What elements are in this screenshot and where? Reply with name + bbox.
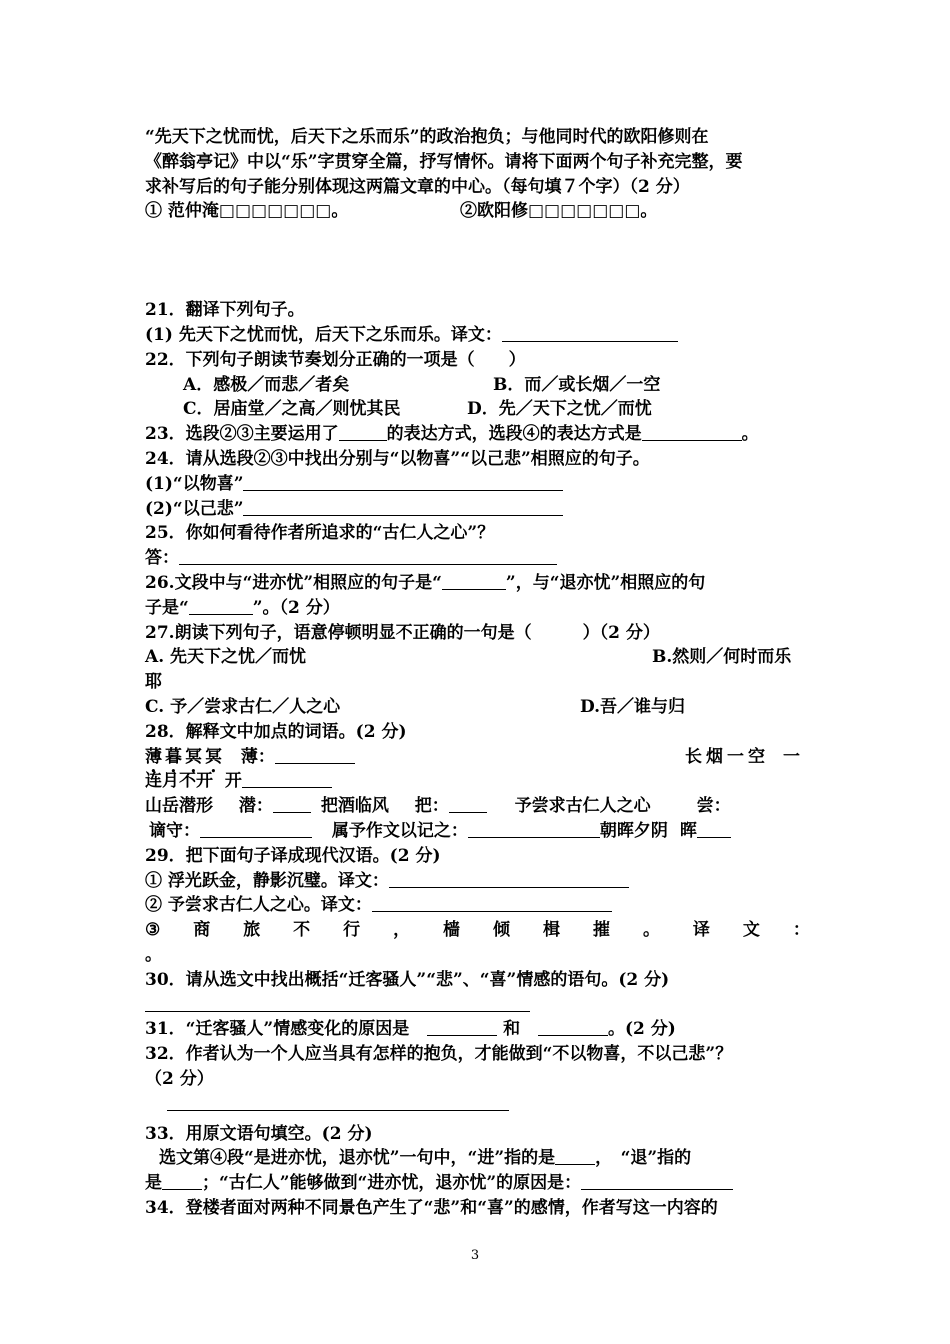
- q28-blank-9[interactable]: [697, 820, 731, 838]
- q29-sentence-2: [145, 893, 810, 918]
- q29-sentence-1-text: ① 浮光跃金，静影沉璧。译文：: [145, 870, 389, 891]
- q25-answer-blank[interactable]: [179, 547, 557, 565]
- q28-blank-4[interactable]: [273, 795, 311, 813]
- q24-item-2-text: (2)“以己悲”: [145, 498, 244, 519]
- q23-blank-2[interactable]: [642, 423, 742, 441]
- q28-item-6-key: 尝：: [696, 796, 731, 817]
- q29-s3-char: 倾: [493, 920, 511, 941]
- q23-text-c: 。: [741, 424, 759, 445]
- q23: [145, 422, 810, 447]
- q24-blank-1[interactable]: [243, 473, 563, 491]
- q23-blank-1[interactable]: [339, 423, 387, 441]
- q28-item-6: 予尝求古仁人之心: [514, 796, 651, 817]
- q25-answer: [145, 546, 810, 571]
- q28-item-4-key: 潜：: [238, 796, 273, 817]
- q28-item-7: 谪守：: [149, 820, 200, 841]
- q28-item-9: 朝晖夕阴: [599, 820, 668, 841]
- intro-line-2: 《醉翁亭记》中以“乐”字贯穿全篇，抒写情怀。请将下面两个句子补充完整，要: [145, 151, 743, 172]
- q28-item-4: 山岳潜形: [145, 796, 213, 817]
- page-content: [145, 125, 810, 1221]
- q22-title: 22．下列句子朗读节奏划分正确的一项是（ ）: [145, 349, 526, 370]
- intro-answer-2: ②欧阳修□□□□□□□。: [460, 201, 658, 222]
- q22-option-a: A．感极／而悲／者矣: [183, 374, 350, 395]
- q29-s3-char: 樯: [443, 920, 461, 941]
- q31-text-b: 和: [503, 1019, 521, 1040]
- q32-answer: [145, 1092, 810, 1122]
- q27-option-b: B.然则／何时而乐: [652, 647, 792, 668]
- q30-title: 30．请从选文中找出概括“迁客骚人”“悲”、“喜”情感的语句。(2 分): [145, 969, 670, 990]
- q21-sentence-1: [145, 323, 810, 348]
- q29-s3-char: 译: [692, 920, 710, 941]
- q27-option-a: A. 先天下之忧／而忧: [145, 647, 307, 668]
- q29-s3-char: 商: [193, 920, 211, 941]
- q27-options-cd: [145, 695, 810, 720]
- q29-blank-1[interactable]: [389, 870, 629, 888]
- q24-item-1: [145, 472, 810, 497]
- q27-option-c: C. 予／尝求古仁／人之心: [145, 696, 341, 717]
- q22-option-c: C．居庙堂／之高／则忧其民: [183, 399, 401, 420]
- q25-title: 25．你如何看待作者所追求的“古仁人之心”？: [145, 523, 495, 544]
- q28-item-9-key: 晖: [679, 820, 697, 841]
- q33-text-2a: 是: [145, 1173, 162, 1194]
- q28-item-5-key: 把：: [414, 796, 449, 817]
- q26-line-1: [145, 571, 810, 596]
- q31-text-a: 31．“迁客骚人”情感变化的原因是: [145, 1019, 410, 1040]
- q26-blank-1[interactable]: [442, 572, 506, 590]
- q27-option-b-wrap: 耶: [145, 672, 162, 693]
- q33-blank-1[interactable]: [555, 1147, 595, 1165]
- q28-item-5: 把酒临风: [320, 796, 389, 817]
- q29-sentence-3: [145, 918, 810, 943]
- q28-blank-7[interactable]: [200, 820, 312, 838]
- q28-row-1: [145, 745, 810, 770]
- q28-blank-3[interactable]: [242, 770, 332, 788]
- q27-title: 27.朗读下列句子，语意停顿明显不正确的一句是（ ）（2 分）: [145, 622, 660, 643]
- q28-item-1: 薄暮冥冥: [145, 746, 225, 767]
- q28-blank-8[interactable]: [468, 820, 600, 838]
- q22-option-d: D．先／天下之忧／而忧: [467, 399, 652, 420]
- q26-text-c: 子是“: [145, 597, 189, 618]
- q28-item-3-key: 开: [224, 771, 242, 792]
- q26-text-a: 26.文段中与“进亦忧”相照应的句子是“: [145, 572, 442, 593]
- q29-s3-char: ：: [792, 920, 810, 941]
- q29-s3-char: 行: [343, 920, 361, 941]
- q29-blank-2[interactable]: [372, 894, 612, 912]
- q33-text-1a: 选文第④段“是进亦忧，退亦忧”一句中，“进”指的是: [159, 1148, 556, 1169]
- q27-option-d: D.吾／谁与归: [580, 696, 686, 717]
- q33-title: 33．用原文语句填空。(2 分): [145, 1123, 373, 1144]
- q24-blank-2[interactable]: [243, 498, 563, 516]
- q33-text-1b: ， “退”指的: [595, 1148, 692, 1169]
- q28-item-2: 长烟一空: [685, 746, 769, 767]
- q21-sentence-1-text: (1) 先天下之忧而忧，后天下之乐而乐。译文：: [145, 324, 502, 345]
- q21-title: 21．翻译下列句子。: [145, 300, 305, 321]
- intro-answer-1: ① 范仲淹□□□□□□□。: [145, 201, 349, 222]
- q28-row-4: [145, 819, 810, 844]
- q30-answer-blank[interactable]: [145, 994, 530, 1012]
- q28-row-3: [145, 794, 810, 819]
- intro-answers: [145, 199, 810, 224]
- q29-s3-char: ③: [145, 920, 161, 941]
- q28-blank-5[interactable]: [449, 795, 487, 813]
- q31-blank-1[interactable]: [427, 1018, 497, 1036]
- q29-title: 29．把下面句子译成现代汉语。(2 分): [145, 845, 441, 866]
- q24-item-1-text: (1)“以物喜”: [145, 473, 244, 494]
- q33-blank-2[interactable]: [162, 1172, 202, 1190]
- q29-sentence-3-end: 。: [145, 944, 162, 965]
- q23-text-a: 23．选段②③主要运用了: [145, 424, 339, 445]
- spacer: [145, 224, 810, 298]
- q26-line-2: [145, 596, 810, 621]
- q22-option-b: B．而／或长烟／一空: [493, 374, 661, 395]
- q33-line-2: [145, 1171, 810, 1196]
- q29-s3-char: 不: [293, 920, 311, 941]
- q27-options-ab: [145, 645, 810, 670]
- q26-blank-2[interactable]: [189, 597, 253, 615]
- q29-sentence-2-text: ② 予尝求古仁人之心。译文：: [145, 895, 372, 916]
- q22-options-cd: [145, 397, 810, 422]
- q24-item-2: [145, 497, 810, 522]
- q22-options-ab: [145, 373, 810, 398]
- q24-title: 24．请从选段②③中找出分别与“以物喜”“以己悲”相照应的句子。: [145, 448, 650, 469]
- q31-text-c: 。(2 分): [607, 1019, 676, 1040]
- intro-line-3: 求补写后的句子能分别体现这两篇文章的中心。（每句填７个字）（2 分）: [145, 176, 690, 197]
- q28-item-2-key: 一: [783, 746, 804, 767]
- intro-line-1: “先天下之忧而忧，后天下之乐而乐”的政治抱负；与他同时代的欧阳修则在: [145, 127, 709, 147]
- q28-item-8: 属予作文以记之：: [331, 820, 468, 841]
- q32-answer-blank[interactable]: [167, 1093, 509, 1111]
- q33-line-1: [145, 1146, 810, 1171]
- q28-item-2-group: [685, 745, 804, 770]
- q25-answer-label: 答：: [145, 548, 179, 569]
- q29-s3-char: 。: [642, 920, 660, 941]
- q32-line-2: （2 分）: [145, 1068, 214, 1089]
- q31-blank-2[interactable]: [538, 1018, 608, 1036]
- q23-text-b: 的表达方式，选段④的表达方式是: [386, 424, 642, 445]
- q28-row-2: [145, 769, 810, 794]
- q28-title: 28．解释文中加点的词语。(2 分): [145, 721, 407, 742]
- q30-answer: [145, 993, 810, 1018]
- q34-line-1: 34．登楼者面对两种不同景色产生了“悲”和“喜”的感情，作者写这一内容的: [145, 1198, 718, 1219]
- q29-s3-char: 文: [742, 920, 760, 941]
- page-number: 3: [470, 1248, 480, 1263]
- q26-text-d: ”。（2 分）: [252, 597, 340, 618]
- q33-blank-3[interactable]: [581, 1172, 733, 1190]
- q33-text-2b: ；“古仁人”能够做到“进亦忧，退亦忧”的原因是：: [202, 1173, 582, 1194]
- q28-item-3: 连月不开: [145, 771, 213, 792]
- q29-s3-char: 楫: [543, 920, 560, 941]
- q31: [145, 1017, 810, 1042]
- q29-sentence-1: [145, 869, 810, 894]
- q26-text-b: ”，与“退亦忧”相照应的句: [505, 572, 706, 593]
- q32-line-1: 32．作者认为一个人应当具有怎样的抱负，才能做到“不以物喜，不以己悲”？: [145, 1044, 733, 1065]
- q29-s3-char: 旅: [243, 920, 261, 941]
- q29-s3-char: ，: [393, 920, 411, 941]
- q29-s3-char: 摧: [592, 920, 610, 941]
- q28-item-1-key: 薄：: [240, 746, 275, 767]
- q28-blank-1[interactable]: [275, 746, 355, 764]
- q21-answer-blank[interactable]: [502, 324, 678, 342]
